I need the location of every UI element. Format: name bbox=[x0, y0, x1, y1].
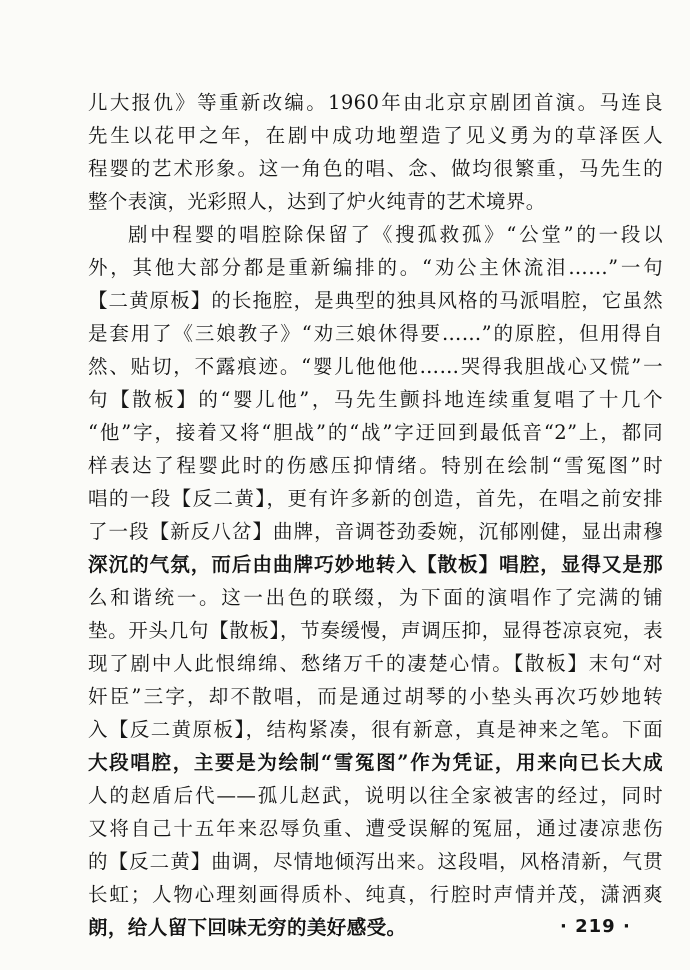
text-line: 外，其他大部分都是重新编排的。“劝公主休流泪……”一句 bbox=[88, 256, 663, 279]
text-line: 又将自己十五年来忍辱负重、遭受误解的冤屈，通过凄凉悲伤 bbox=[88, 817, 663, 840]
text-line: 先生以花甲之年，在剧中成功地塑造了见义勇为的草泽医人 bbox=[88, 124, 663, 147]
text-line: 是套用了《三娘教子》“劝三娘休得要……”的原腔，但用得自 bbox=[88, 322, 663, 345]
text-line: 了一段【新反八岔】曲牌，音调苍劲委婉，沉郁刚健，显出肃穆 bbox=[88, 520, 663, 543]
text-line: 么和谐统一。这一出色的联缀，为下面的演唱作了完满的铺 bbox=[88, 586, 663, 609]
text-line: 程婴的艺术形象。这一角色的唱、念、做均很繁重，马先生的 bbox=[88, 157, 663, 180]
text-line: 垫。开头几句【散板】，节奏缓慢，声调压抑，显得苍凉哀宛，表 bbox=[88, 619, 663, 642]
text-line: 然、贴切，不露痕迹。“婴儿他他他……哭得我胆战心又慌”一 bbox=[88, 355, 663, 378]
text-line: “他”字，接着又将“胆战”的“战”字迂回到最低音“2”上，都同 bbox=[88, 421, 663, 444]
text-line: 唱的一段【反二黄】，更有许多新的创造，首先，在唱之前安排 bbox=[88, 487, 663, 510]
text-line: 长虹；人物心理刻画得质朴、纯真，行腔时声情并茂，潇洒爽 bbox=[88, 883, 663, 906]
text-line: 大段唱腔，主要是为绘制“雪冤图”作为凭证，用来向已长大成 bbox=[88, 751, 663, 774]
text-line: 的【反二黄】曲调，尽情地倾泻出来。这段唱，风格清新，气贯 bbox=[88, 850, 663, 873]
text-line: 样表达了程婴此时的伤感压抑情绪。特别在绘制“雪冤图”时 bbox=[88, 454, 663, 477]
paragraph-start-line: 剧中程婴的唱腔除保留了《搜孤救孤》“公堂”的一段以 bbox=[128, 223, 663, 246]
text-line: 入【反二黄原板】，结构紧凑，很有新意，真是神来之笔。下面 bbox=[88, 718, 663, 741]
text-line: 句【散板】的“婴儿他”，马先生颤抖地连续重复唱了十几个 bbox=[88, 388, 663, 411]
text-line: 现了剧中人此恨绵绵、愁绪万千的凄楚心情。【散板】末句“对 bbox=[88, 652, 663, 675]
text-line: 人的赵盾后代——孤儿赵武，说明以往全家被害的经过，同时 bbox=[88, 784, 663, 807]
text-line: 儿大报仇》等重新改编。1960年由北京京剧团首演。马连良 bbox=[88, 91, 663, 114]
text-line: 【二黄原板】的长拖腔，是典型的独具风格的马派唱腔，它虽然 bbox=[88, 289, 663, 312]
text-line: 整个表演，光彩照人，达到了炉火纯青的艺术境界。 bbox=[88, 190, 546, 213]
page-number: · 219 · bbox=[560, 916, 631, 937]
text-line: 奸臣”三字，却不散唱，而是通过胡琴的小垫头再次巧妙地转 bbox=[88, 685, 663, 708]
text-line: 朗，给人留下回味无穷的美好感受。 bbox=[88, 916, 407, 939]
text-line: 深沉的气氛，而后由曲牌巧妙地转入【散板】唱腔，显得又是那 bbox=[88, 553, 663, 576]
